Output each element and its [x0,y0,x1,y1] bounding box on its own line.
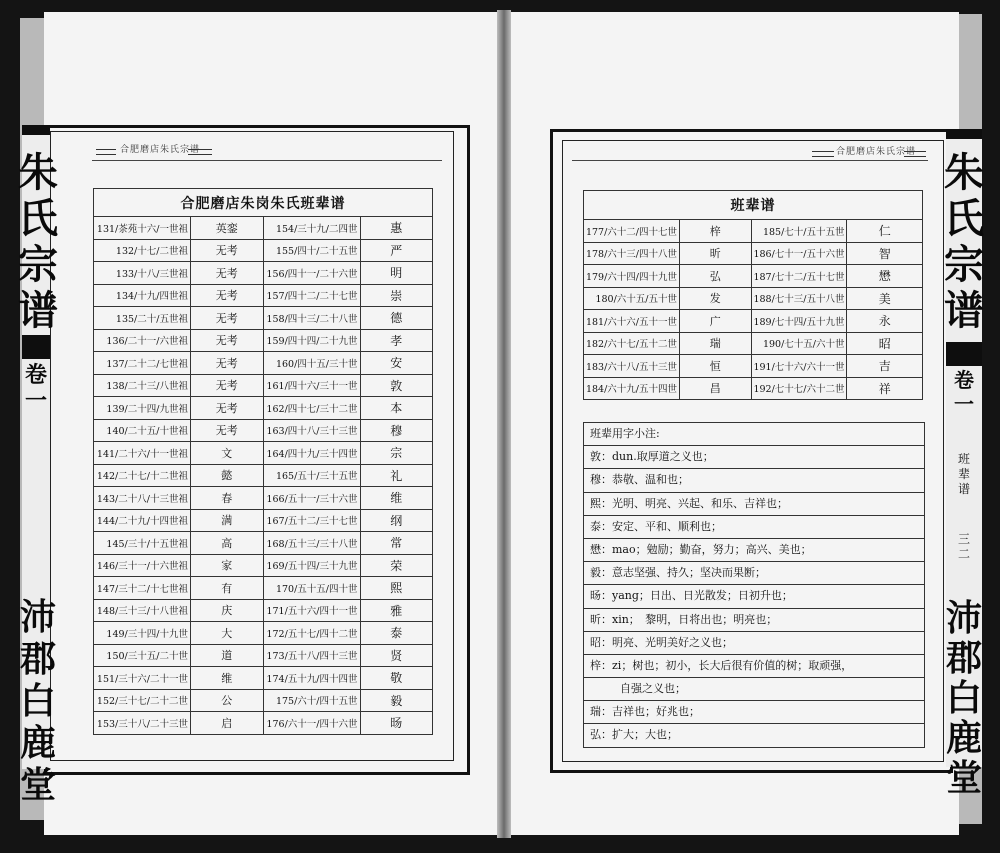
character-cell: 昭 [847,332,923,355]
character-cell: 永 [847,310,923,333]
name-cell: 庆 [190,599,263,622]
character-cell: 礼 [360,464,433,487]
note-line: 昕：xin； 黎明，日将出也；明亮也； [584,608,924,631]
table-row [94,577,433,600]
spine-section: 班 辈 谱 [957,452,970,496]
generation-cell: 173/五十八/四十三世 [263,644,360,667]
table-row [94,419,433,442]
character-cell: 孝 [360,329,433,352]
generation-cell: 145/三十/十五世祖 [94,532,191,555]
table-row [584,220,923,243]
character-cell: 严 [360,239,433,262]
character-cell: 本 [360,397,433,420]
header-ornament [904,151,926,157]
generation-cell: 155/四十/二十五世 [263,239,360,262]
note-line: 昭：明亮、光明美好之义也； [584,631,924,654]
generation-cell: 177/六十二/四十七世 [584,220,680,243]
table-row [94,667,433,690]
table-row [94,554,433,577]
header-ornament [96,149,116,155]
character-cell: 荣 [360,554,433,577]
name-cell: 懿 [190,464,263,487]
table-row [94,509,433,532]
generation-cell: 156/四十一/二十六世 [263,262,360,285]
generation-cell: 143/二十八/十三世祖 [94,487,191,510]
generation-cell: 174/五十九/四十四世 [263,667,360,690]
generation-cell: 171/五十六/四十一世 [263,599,360,622]
generation-cell: 140/二十五/十世祖 [94,419,191,442]
table-row [94,532,433,555]
name-cell: 启 [190,712,263,735]
table-row [94,329,433,352]
generation-cell: 160/四十五/三十世 [263,352,360,375]
header-ornament [812,151,834,157]
character-cell: 德 [360,307,433,330]
generation-cell: 188/七十三/五十八世 [751,287,847,310]
spine-hall: 沛 郡 白 鹿 堂 [19,596,56,806]
spine-volume: 卷 一 [954,368,974,416]
character-cell: 仁 [847,220,923,243]
spine-title: 朱 氏 宗 谱 [944,149,984,334]
generation-cell: 165/五十/三十五世 [263,464,360,487]
character-cell: 熙 [360,577,433,600]
generation-cell: 184/六十九/五十四世 [584,377,680,400]
generation-cell: 138/二十三/八世祖 [94,374,191,397]
character-cell: 宗 [360,442,433,465]
generation-cell: 170/五十五/四十世 [263,577,360,600]
name-cell: 无考 [190,262,263,285]
generation-cell: 133/十八/三世祖 [94,262,191,285]
generation-cell: 154/三十九/二四世 [263,217,360,240]
character-cell: 吉 [847,355,923,378]
generation-cell: 187/七十二/五十七世 [751,265,847,288]
generation-cell: 166/五十一/三十六世 [263,487,360,510]
character-cell: 惠 [360,217,433,240]
table-title: 班辈谱 [584,191,923,220]
table-row [584,287,923,310]
generation-cell: 137/二十二/七世祖 [94,352,191,375]
table-row [94,374,433,397]
spine-band [22,335,50,359]
generation-cell: 157/四十二/二十七世 [263,284,360,307]
table-row [94,689,433,712]
spine-band [946,129,982,139]
generation-cell: 175/六十/四十五世 [263,689,360,712]
generation-cell: 148/三十三/十八世祖 [94,599,191,622]
generation-cell: 139/二十四/九世祖 [94,397,191,420]
table-title: 合肥磨店朱岗朱氏班辈谱 [94,189,433,217]
character-cell: 毅 [360,689,433,712]
note-line: 瑞：吉祥也；好兆也； [584,700,924,723]
character-cell: 常 [360,532,433,555]
character-cell: 明 [360,262,433,285]
character-cell: 敬 [360,667,433,690]
page-number: 三 二 [957,532,970,561]
generation-cell: 161/四十六/三十一世 [263,374,360,397]
character-cell: 纲 [360,509,433,532]
character-cell: 雅 [360,599,433,622]
name-cell: 恒 [679,355,751,378]
generation-cell: 136/二十一/六世祖 [94,329,191,352]
header-ornament [188,149,212,155]
spine-title: 朱 氏 宗 谱 [18,149,58,334]
running-header: 合肥磨店朱氏宗谱 [120,145,201,155]
name-cell: 弘 [679,265,751,288]
generation-cell: 167/五十二/三十七世 [263,509,360,532]
name-cell: 家 [190,554,263,577]
right-generation-table [583,190,923,400]
generation-cell: 163/四十八/三十三世 [263,419,360,442]
note-line: 旸：yang；日出、日光散发；日初升也； [584,584,924,607]
spine-volume: 卷 一 [24,362,47,414]
generation-cell: 182/六十七/五十二世 [584,332,680,355]
table-row [94,262,433,285]
character-cell: 智 [847,242,923,265]
generation-cell: 183/六十八/五十三世 [584,355,680,378]
name-cell: 无考 [190,397,263,420]
generation-cell: 185/七十/五十五世 [751,220,847,243]
header-rule [92,160,442,161]
generation-cell: 147/三十二/十七世祖 [94,577,191,600]
name-cell: 瑞 [679,332,751,355]
generation-cell: 142/二十七/十二世祖 [94,464,191,487]
generation-cell: 162/四十七/三十二世 [263,397,360,420]
generation-cell: 192/七十七/六十二世 [751,377,847,400]
table-row [94,712,433,735]
table-row [94,307,433,330]
generation-cell: 159/四十四/二十九世 [263,329,360,352]
generation-cell: 146/三十一/十六世祖 [94,554,191,577]
running-header: 合肥磨店朱氏宗谱 [836,147,917,157]
name-cell: 高 [190,532,263,555]
note-line: 穆：恭敬、温和也； [584,468,924,491]
header-rule [572,160,928,161]
character-cell: 美 [847,287,923,310]
note-line: 泰：安定、平和、顺利也； [584,515,924,538]
generation-cell: 131/茶苑十六/一世祖 [94,217,191,240]
table-row [94,464,433,487]
notes-heading: 班辈用字小注: [590,427,660,440]
name-cell: 梓 [679,220,751,243]
generation-cell: 180/六十五/五十世 [584,287,680,310]
name-cell: 春 [190,487,263,510]
character-cell: 泰 [360,622,433,645]
generation-cell: 176/六十一/四十六世 [263,712,360,735]
generation-cell: 191/七十六/六十一世 [751,355,847,378]
generation-cell: 153/三十八/二十三世 [94,712,191,735]
generation-cell: 151/三十六/二十一世 [94,667,191,690]
table-row [94,239,433,262]
note-line: 自强之义也； [584,677,924,700]
character-cell: 维 [360,487,433,510]
note-line: 毅：意志坚强、持久；坚决而果断； [584,561,924,584]
name-cell: 道 [190,644,263,667]
name-cell: 昌 [679,377,751,400]
note-line: 熙：光明、明亮、兴起、和乐、吉祥也； [584,492,924,515]
note-line: 梓：zi；树也；初小，长大后很有价值的树；取顽强， [584,654,924,677]
character-cell: 穆 [360,419,433,442]
table-row [584,332,923,355]
name-cell: 维 [190,667,263,690]
name-cell: 无考 [190,374,263,397]
name-cell: 满 [190,509,263,532]
generation-cell: 149/三十四/十九世 [94,622,191,645]
table-row [94,622,433,645]
character-cell: 崇 [360,284,433,307]
generation-cell: 190/七十五/六十世 [751,332,847,355]
name-cell: 无考 [190,239,263,262]
table-row [584,355,923,378]
table-row [584,242,923,265]
generation-cell: 158/四十三/二十八世 [263,307,360,330]
character-notes [583,422,925,748]
generation-cell: 189/七十四/五十九世 [751,310,847,333]
book-gutter [497,10,511,838]
generation-cell: 134/十九/四世祖 [94,284,191,307]
spine-band [22,125,50,135]
note-line: 弘：扩大；大也； [584,723,924,746]
table-row [94,284,433,307]
character-cell: 安 [360,352,433,375]
table-row [584,310,923,333]
generation-cell: 168/五十三/三十八世 [263,532,360,555]
name-cell: 昕 [679,242,751,265]
name-cell: 有 [190,577,263,600]
name-cell: 无考 [190,307,263,330]
generation-cell: 186/七十一/五十六世 [751,242,847,265]
name-cell: 无考 [190,352,263,375]
table-row [94,487,433,510]
table-row [94,442,433,465]
name-cell: 英銮 [190,217,263,240]
character-cell: 懋 [847,265,923,288]
generation-cell: 152/三十七/二十二世 [94,689,191,712]
name-cell: 公 [190,689,263,712]
table-row [94,397,433,420]
character-cell: 贤 [360,644,433,667]
table-row [94,599,433,622]
name-cell: 文 [190,442,263,465]
note-line: 敦：dun.取厚道之义也； [584,445,924,468]
generation-cell: 169/五十四/三十九世 [263,554,360,577]
character-cell: 敦 [360,374,433,397]
name-cell: 发 [679,287,751,310]
generation-cell: 150/三十五/二十世 [94,644,191,667]
name-cell: 大 [190,622,263,645]
character-cell: 祥 [847,377,923,400]
table-row [94,644,433,667]
generation-cell: 172/五十七/四十二世 [263,622,360,645]
generation-cell: 144/二十九/十四世祖 [94,509,191,532]
table-row [94,352,433,375]
spine-band [946,342,982,366]
generation-cell: 135/二十/五世祖 [94,307,191,330]
name-cell: 无考 [190,284,263,307]
name-cell: 广 [679,310,751,333]
table-row [584,377,923,400]
generation-cell: 164/四十九/三十四世 [263,442,360,465]
name-cell: 无考 [190,329,263,352]
generation-cell: 141/二十六/十一世祖 [94,442,191,465]
character-cell: 旸 [360,712,433,735]
note-line: 懋：mao；勉励；勤奋，努力；高兴、美也； [584,538,924,561]
generation-cell: 132/十七/二世祖 [94,239,191,262]
generation-cell: 178/六十三/四十八世 [584,242,680,265]
spine-hall: 沛 郡 白 鹿 堂 [945,597,982,799]
left-generation-table [93,188,433,735]
table-row [94,217,433,240]
table-row [584,265,923,288]
name-cell: 无考 [190,419,263,442]
generation-cell: 181/六十六/五十一世 [584,310,680,333]
generation-cell: 179/六十四/四十九世 [584,265,680,288]
